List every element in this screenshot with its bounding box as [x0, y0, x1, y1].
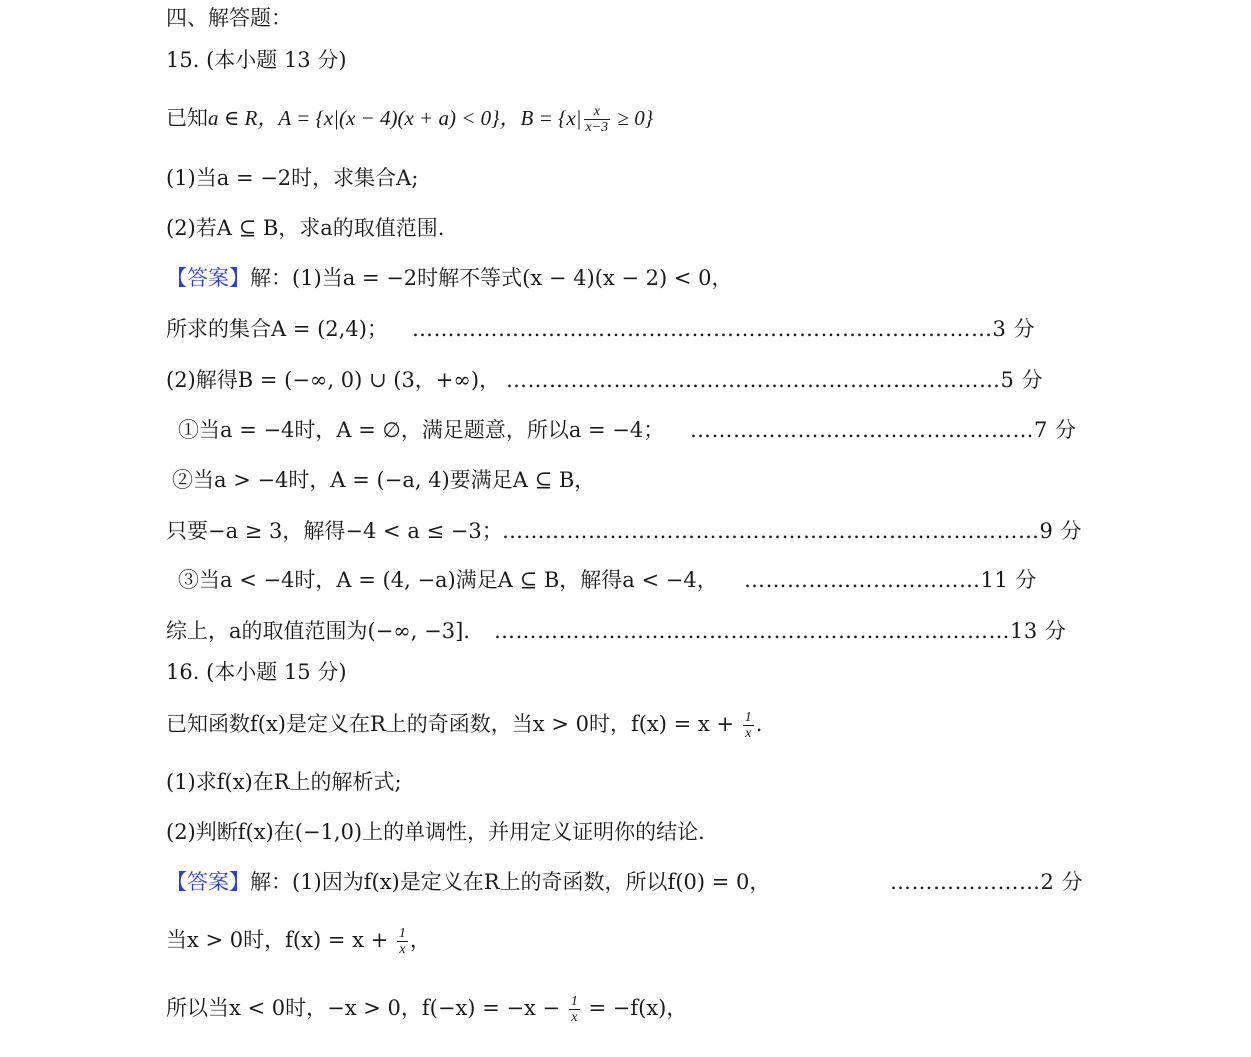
q15-score-7: …………………………………………7 分	[690, 418, 1077, 442]
q16-answer-line2-text: 当x > 0时，f(x) = x +	[166, 928, 395, 952]
q15-score-5: ……………………………………………………………5 分	[506, 368, 1044, 392]
q15-answer-line7	[178, 566, 1037, 594]
q15-score-11: ……………………………11 分	[744, 568, 1037, 592]
q15-answer-line5: ②当a > −4时，A = (−a, 4)要满足A ⊆ B，	[172, 468, 596, 492]
q16-answer-line2-fraction	[397, 926, 408, 957]
q16-frac-numerator: 1	[744, 710, 752, 725]
q15-answer-line4	[178, 416, 1077, 444]
q16-answer-line3-fraction	[569, 994, 580, 1025]
q15-given-main: a ∈ R，A = {x|(x − 4)(x + a) < 0}，B = {x|	[208, 106, 582, 130]
q15-given-prefix: 已知	[166, 106, 208, 130]
q16-answer-line2-end: ，	[409, 928, 431, 952]
q16-answer-line1	[166, 868, 1084, 896]
q16-part1: (1)求f(x)在R上的解析式;	[166, 770, 402, 794]
section-title: 四、解答题：	[166, 6, 292, 30]
q16-score-2: …………………2 分	[890, 870, 1084, 894]
q15-answer-line2	[166, 315, 1036, 343]
q16-answer-line2-denominator: x	[399, 942, 406, 957]
q15-answer-line3	[166, 366, 1044, 394]
q16-answer-line3-denominator: x	[571, 1010, 578, 1025]
q16-header: 16. (本小题 15 分)	[166, 660, 347, 684]
q15-answer-line4-text: ①当a = −4时，A = ∅，满足题意，所以a = −4；	[178, 418, 665, 442]
q15-answer-line2-text: 所求的集合A = (2,4)；	[166, 317, 388, 341]
q15-part1: (1)当a = −2时，求集合A;	[166, 166, 419, 190]
q16-answer-line3	[166, 994, 687, 1025]
q16-answer-line2-numerator: 1	[398, 926, 406, 941]
q16-given	[166, 710, 762, 741]
q15-frac-numerator: x	[584, 104, 611, 120]
q16-answer-line3-end: = −f(x)，	[581, 996, 688, 1020]
q15-frac-denominator: x−3	[585, 120, 609, 135]
q15-answer-line1	[166, 264, 733, 292]
q15-given	[166, 104, 653, 135]
q15-score-3: ………………………………………………………………………3 分	[412, 317, 1036, 341]
q16-frac-denominator: x	[745, 726, 752, 741]
q16-part2: (2)判断f(x)在(−1,0)上的单调性，并用定义证明你的结论.	[166, 820, 705, 844]
q15-answer-line7-text: ③当a < −4时，A = (4, −a)满足A ⊆ B，解得a < −4，	[178, 568, 718, 592]
q15-header: 15. (本小题 13 分)	[166, 48, 347, 72]
q15-answer-line6	[166, 517, 1083, 545]
q16-answer-line2	[166, 926, 431, 957]
q16-given-fraction	[743, 710, 754, 741]
q15-given-fraction	[584, 104, 611, 135]
q16-answer-line3-numerator: 1	[570, 994, 578, 1009]
q16-given-end: .	[755, 712, 763, 736]
q16-answer-line1-text: 解：(1)因为f(x)是定义在R上的奇函数，所以f(0) = 0，	[250, 870, 771, 894]
q15-answer-line8	[166, 617, 1067, 645]
q16-given-text: 已知函数f(x)是定义在R上的奇函数，当x > 0时，f(x) = x +	[166, 712, 741, 736]
q15-answer-line1-text: 解：(1)当a = −2时解不等式(x − 4)(x − 2) < 0，	[250, 266, 733, 290]
q15-answer-line6-text: 只要−a ≥ 3，解得−4 < a ≤ −3；	[166, 519, 503, 543]
q16-answer-line3-text: 所以当x < 0时，−x > 0，f(−x) = −x −	[166, 996, 567, 1020]
q15-answer-tag: 【答案】	[166, 266, 250, 290]
q15-score-13: ………………………………………………………………13 分	[494, 619, 1067, 643]
q15-score-9: …………………………………………………………………9 分	[502, 519, 1083, 543]
q15-answer-line3-text: (2)解得B = (−∞, 0) ∪ (3，+∞)，	[166, 368, 501, 392]
q15-given-suffix: ≥ 0}	[612, 106, 654, 130]
q15-answer-line8-text: 综上，a的取值范围为(−∞, −3].	[166, 619, 470, 643]
q15-part2: (2)若A ⊆ B，求a的取值范围.	[166, 216, 445, 240]
q16-answer-tag: 【答案】	[166, 870, 250, 894]
